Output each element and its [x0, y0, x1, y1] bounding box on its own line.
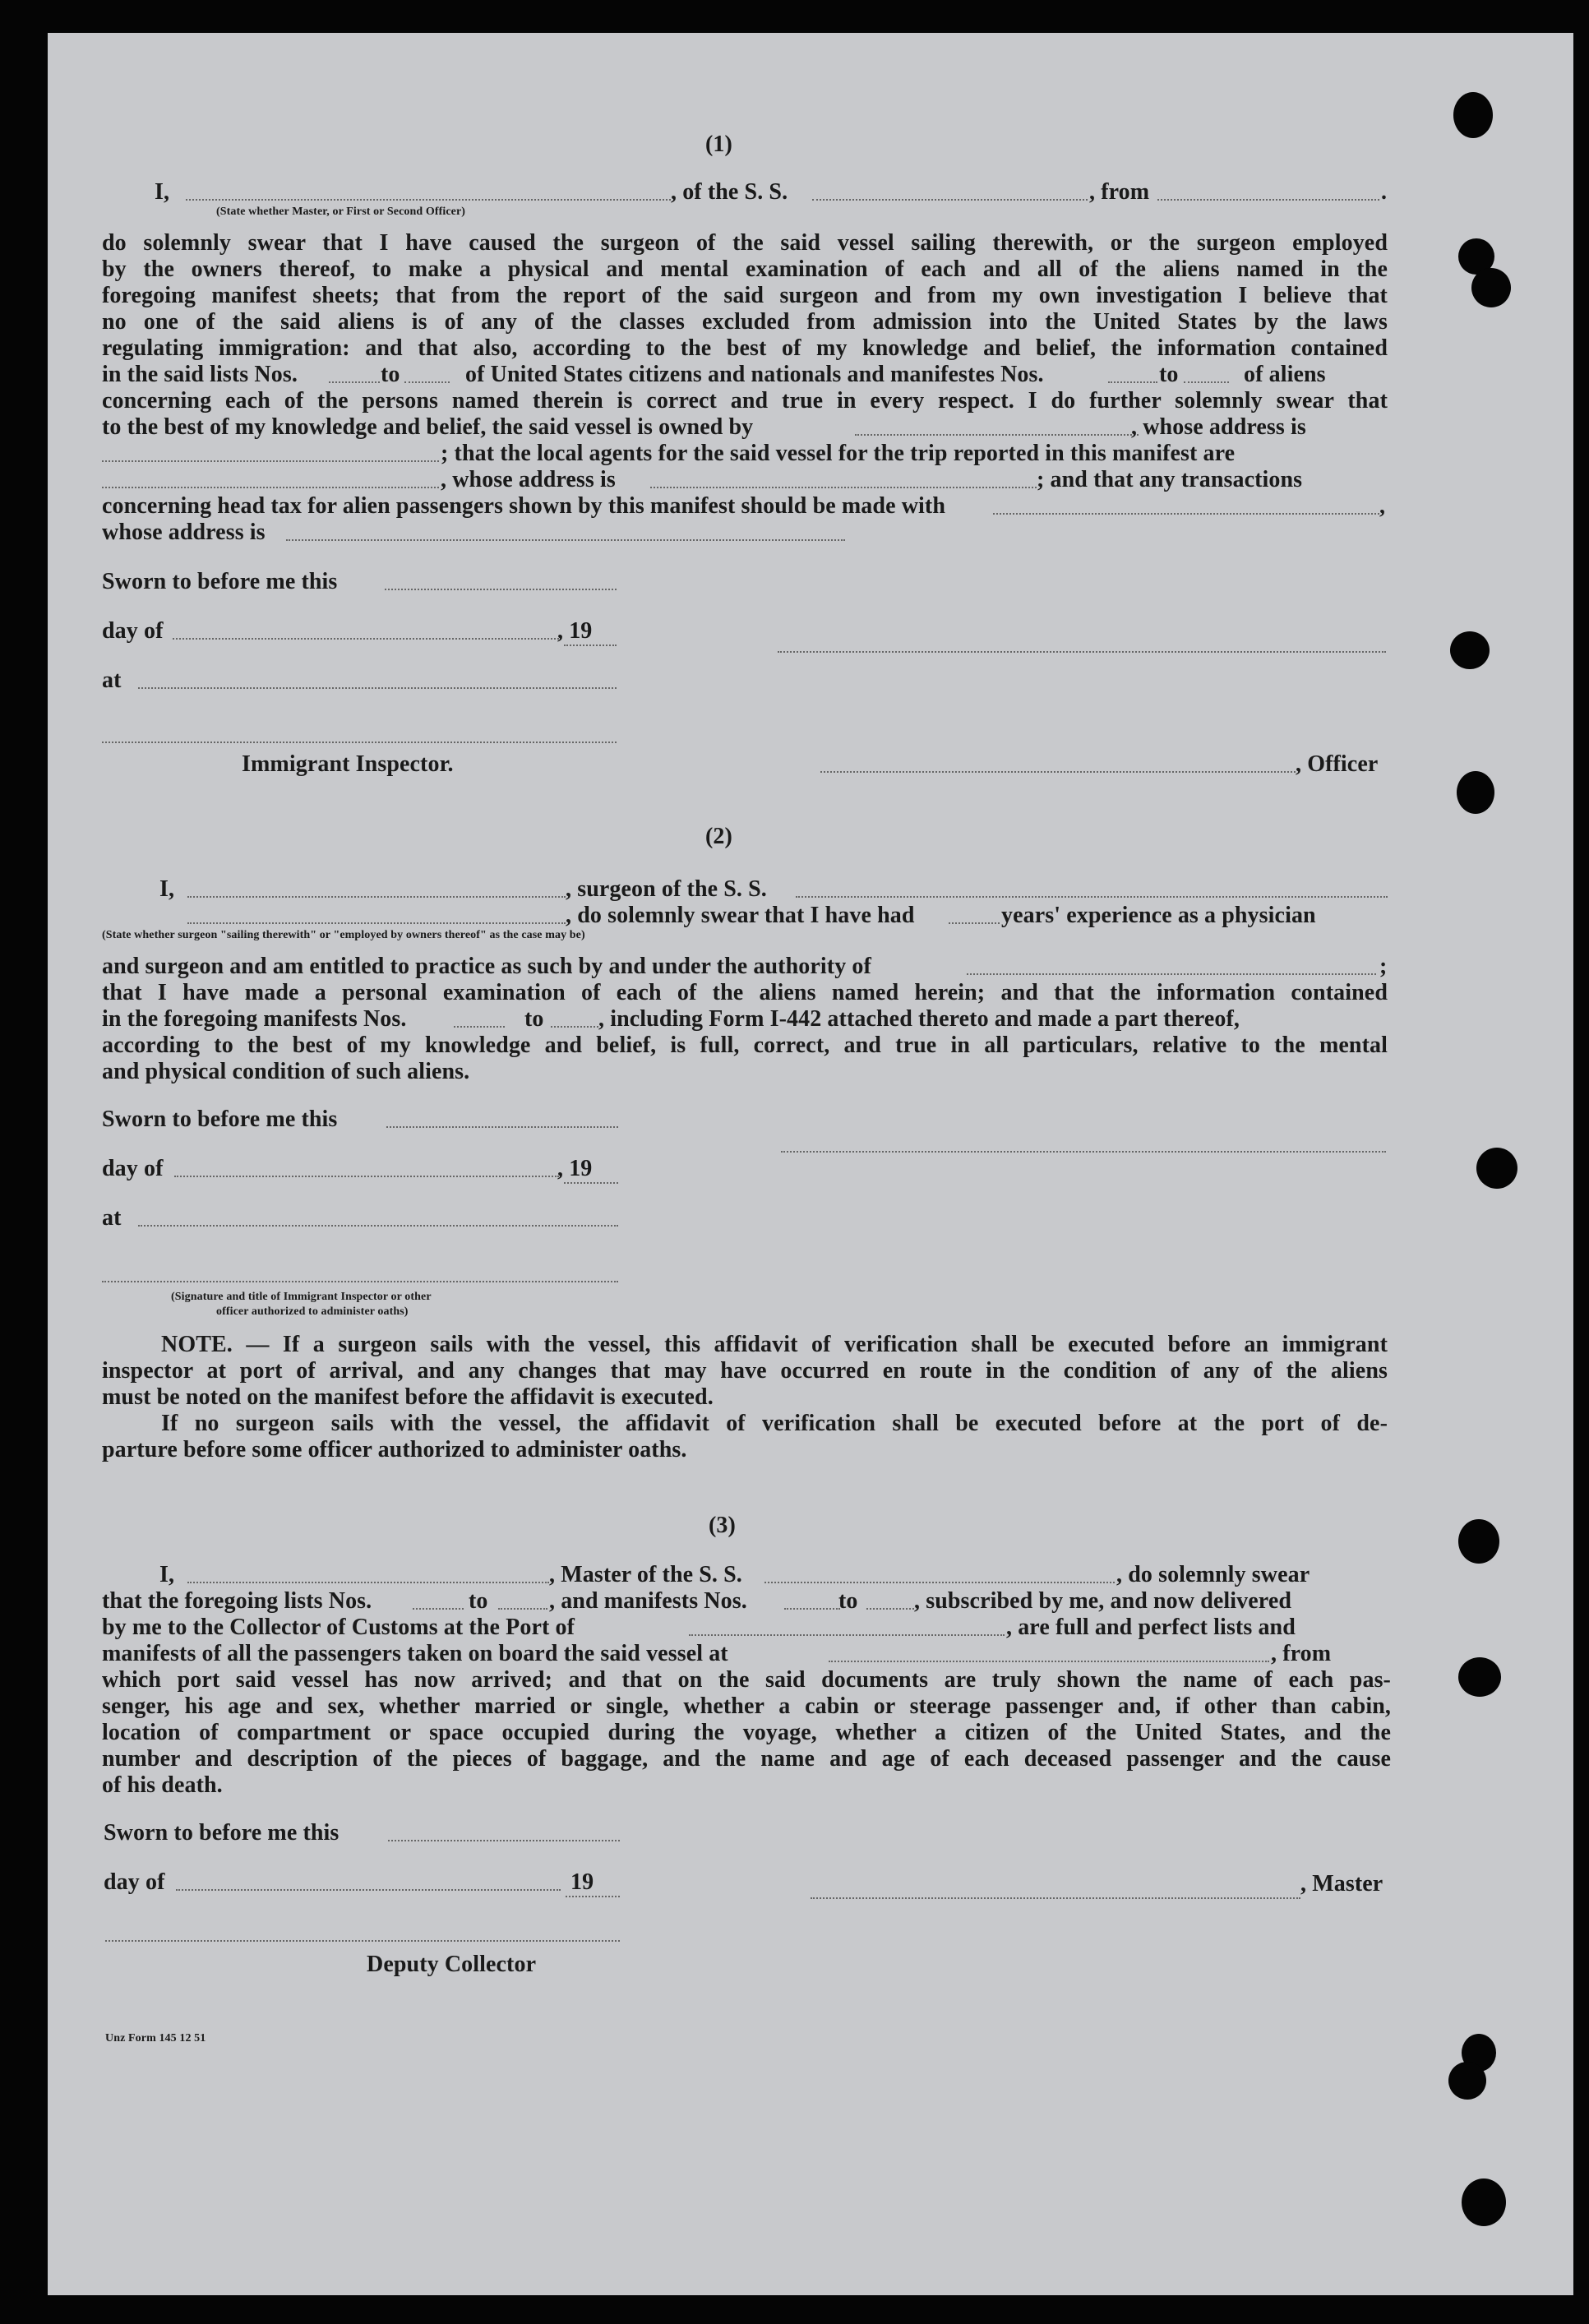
owner-address-field[interactable] — [102, 460, 439, 462]
address-label: , whose address is — [1131, 414, 1306, 440]
master-signature-field[interactable] — [778, 651, 1386, 653]
day-of-label: day of — [102, 618, 164, 644]
punch-hole — [1453, 92, 1493, 138]
authority-label: and surgeon and am entitled to practice as such by and under the authority of — [102, 954, 871, 979]
note-line: must be noted on the manifest before the affidavit is executed. — [102, 1384, 714, 1410]
signature-note: officer authorized to administer oaths) — [216, 1305, 409, 1318]
punch-hole — [1458, 1657, 1501, 1697]
label-i: I, — [155, 179, 170, 205]
paragraph-line: by the owners thereof, to make a physical and mental examination of each and all of the aliens named in the — [102, 256, 1388, 282]
note-line: parture before some officer authorized to administer oaths. — [102, 1437, 687, 1462]
section-1-paragraph — [102, 230, 1388, 362]
note-line: If no surgeon sails with the vessel, the affidavit of verification shall be executed before at the port of de- — [161, 1411, 1388, 1436]
surgeon-name-field[interactable] — [187, 896, 566, 898]
transactions-label: ; and that any transactions — [1037, 467, 1303, 492]
paragraph-line: according to the best of my knowledge and belief, is full, correct, and true in all particulars, relative to the mental — [102, 1033, 1388, 1058]
swear-label: , do solemnly swear — [1116, 1562, 1310, 1587]
manifests-from-field[interactable] — [784, 1608, 840, 1610]
paragraph-line: location of compartment or space occupied during the voyage, whether a citizen of the United States, and the — [102, 1720, 1391, 1745]
sworn-label: Sworn to before me this — [104, 1820, 340, 1846]
section-2-number: (2) — [705, 824, 732, 849]
note-line: NOTE. — If a surgeon sails with the vessel, this affidavit of verification shall be executed before an immigrant — [161, 1332, 1388, 1357]
boarding-port-field[interactable] — [829, 1661, 1269, 1662]
agents-address-field[interactable] — [650, 487, 1037, 488]
master-label: , Master — [1300, 1871, 1383, 1897]
signature-note: (Signature and title of Immigrant Inspector or other — [171, 1291, 432, 1303]
to-label: to — [469, 1588, 488, 1614]
administering-officer-field[interactable] — [102, 1281, 618, 1282]
owned-by-label: to the best of my knowledge and belief, the said vessel is owned by — [102, 414, 754, 440]
master-name-field[interactable] — [187, 1582, 549, 1583]
perfect-lists-label: , are full and perfect lists and — [1006, 1615, 1296, 1640]
from-port-field[interactable] — [1157, 199, 1379, 201]
label-i: I, — [159, 1562, 175, 1587]
to-label: to — [381, 362, 400, 387]
lists-nos-from-field[interactable] — [329, 381, 380, 383]
paragraph-line: foregoing manifest sheets; that from the report of the said surgeon and from my own investigation I believe that — [102, 283, 1388, 308]
year-field[interactable] — [564, 645, 617, 646]
surgeon-note: (State whether surgeon "sailing therewith" or "employed by owners thereof" as the case may be) — [102, 929, 585, 941]
sworn-label: Sworn to before me this — [102, 1107, 338, 1132]
whose-address-label: whose address is — [102, 520, 266, 545]
agents-address-label: , whose address is — [441, 467, 616, 492]
comma: , — [1379, 493, 1386, 519]
section-3-number: (3) — [709, 1513, 736, 1538]
paragraph-line: which port said vessel has now arrived; and that on the said documents are truly shown the name of each pas- — [102, 1667, 1391, 1693]
punch-hole — [1471, 268, 1511, 307]
form-page — [48, 33, 1573, 2295]
label-i: I, — [159, 876, 175, 902]
label-from: , from — [1089, 179, 1150, 205]
punch-hole — [1450, 631, 1490, 669]
year-prefix: , 19 — [557, 618, 593, 644]
head-tax-address-field[interactable] — [286, 539, 845, 541]
surgeon-signature-field[interactable] — [781, 1151, 1386, 1153]
surgeon-type-field[interactable] — [187, 922, 566, 924]
lists-to-field[interactable] — [498, 1608, 547, 1610]
officer-signature-field[interactable] — [820, 771, 1296, 773]
punch-hole — [1462, 2178, 1506, 2226]
paragraph-line: concerning each of the persons named therein is correct and true in every respect. I do further solemnly swear that — [102, 388, 1388, 414]
surgeon-manifests-to-field[interactable] — [551, 1026, 598, 1028]
paragraph-line: regulating immigration: and that also, according to the best of my knowledge and belief, the information contained — [102, 335, 1388, 361]
punch-hole — [1476, 1148, 1517, 1189]
paragraph-line: of his death. — [102, 1772, 223, 1798]
inspector-signature-field[interactable] — [102, 742, 617, 743]
at-place-field[interactable] — [138, 1225, 618, 1227]
surgeon-of-label: , surgeon of the S. S. — [566, 876, 767, 902]
label-of-ss: , of the S. S. — [671, 179, 788, 205]
collector-label: by me to the Collector of Customs at the Port of — [102, 1615, 575, 1640]
sworn-day-field[interactable] — [388, 1840, 620, 1841]
local-agents-label: ; that the local agents for the said vessel for the trip reported in this manifest are — [441, 441, 1236, 466]
deputy-collector-label: Deputy Collector — [367, 1952, 537, 1977]
manifests-to-field[interactable] — [866, 1608, 914, 1610]
punch-hole — [1457, 771, 1494, 814]
officer-note: (State whether Master, or First or Second Officer) — [216, 206, 466, 218]
paragraph-line: number and description of the pieces of baggage, and the name and age of each deceased passenger and the cause — [102, 1746, 1391, 1772]
master-vessel-field[interactable] — [764, 1582, 1115, 1583]
deputy-signature-field[interactable] — [105, 1940, 620, 1942]
sworn-label: Sworn to before me this — [102, 569, 338, 594]
master-signature-field[interactable] — [811, 1897, 1300, 1899]
section-1-number: (1) — [705, 132, 732, 157]
taken-on-board-label: manifests of all the passengers taken on board the said vessel at — [102, 1641, 728, 1666]
to-label-2: to — [838, 1588, 858, 1614]
month-field[interactable] — [174, 1176, 559, 1177]
master-of-label: , Master of the S. S. — [549, 1562, 742, 1587]
of-aliens-label: of aliens — [1244, 362, 1326, 387]
subscribed-label: , subscribed by me, and now delivered — [914, 1588, 1292, 1614]
punch-hole — [1458, 1519, 1499, 1564]
surgeon-manifests-from-field[interactable] — [454, 1026, 505, 1028]
day-of-label: day of — [104, 1869, 165, 1895]
year-prefix: 19 — [570, 1869, 594, 1895]
year-field[interactable] — [564, 1182, 618, 1184]
years-experience-field[interactable] — [949, 922, 1000, 924]
head-tax-label: concerning head tax for alien passengers shown by this manifest should be made with — [102, 493, 945, 519]
at-label: at — [102, 668, 122, 693]
day-of-label: day of — [102, 1156, 164, 1181]
inspector-label: Immigrant Inspector. — [242, 751, 454, 777]
manifests-nos-to-field[interactable] — [1184, 381, 1229, 383]
label-period: . — [1381, 179, 1388, 205]
at-place-field[interactable] — [138, 687, 617, 689]
form-i442-label: , including Form I-442 attached thereto and made a part thereof, — [598, 1006, 1240, 1032]
manifests-nos-label: in the foregoing manifests Nos. — [102, 1006, 407, 1032]
officer-name-field[interactable] — [186, 199, 671, 201]
paragraph-line: do solemnly swear that I have caused the surgeon of the said vessel sailing therewith, or the surgeon employed — [102, 230, 1388, 256]
sworn-day-field[interactable] — [386, 1126, 618, 1128]
to-label: to — [524, 1006, 544, 1032]
experience-label: years' experience as a physician — [1001, 903, 1316, 928]
at-label: at — [102, 1205, 122, 1231]
form-number: Unz Form 145 12 51 — [105, 2032, 206, 2044]
paragraph-line: that I have made a personal examination of each of the aliens named herein; and that the information contained — [102, 980, 1388, 1005]
port-field[interactable] — [689, 1634, 1005, 1636]
sworn-day-field[interactable] — [385, 589, 617, 590]
semicolon: ; — [1379, 954, 1388, 979]
section-3-paragraph — [102, 1667, 1391, 1772]
month-field[interactable] — [176, 1889, 561, 1891]
manifests-nos-from-field[interactable] — [1108, 381, 1157, 383]
year-prefix: , 19 — [557, 1156, 593, 1181]
officer-label: , Officer — [1296, 751, 1379, 777]
paragraph-line: senger, his age and sex, whether married or single, whether a cabin or steerage passenger and, if other than cabin, — [102, 1693, 1391, 1719]
authority-field[interactable] — [967, 973, 1376, 975]
lists-nos-label: in the said lists Nos. — [102, 362, 298, 387]
swear-label: , do solemnly swear that I have had — [566, 903, 915, 928]
manifests-nos-label: of United States citizens and nationals and manifestes Nos. — [465, 362, 1044, 387]
lists-nos-label: that the foregoing lists Nos. — [102, 1588, 372, 1614]
owner-field[interactable] — [855, 434, 1139, 436]
month-field[interactable] — [173, 638, 559, 640]
to-label-2: to — [1159, 362, 1179, 387]
from-label: , from — [1271, 1641, 1332, 1666]
paragraph-line: no one of the said aliens is of any of the classes excluded from admission into the United States by the laws — [102, 309, 1388, 335]
lists-nos-to-field[interactable] — [404, 381, 450, 383]
head-tax-field[interactable] — [993, 513, 1379, 515]
punch-hole — [1448, 2062, 1486, 2100]
local-agents-field[interactable] — [102, 487, 439, 488]
note-line: inspector at port of arrival, and any changes that may have occurred en route in the condition of any of the aliens — [102, 1358, 1388, 1384]
surgeon-vessel-field[interactable] — [796, 896, 1388, 898]
vessel-name-field[interactable] — [812, 199, 1088, 201]
lists-from-field[interactable] — [413, 1608, 464, 1610]
year-field[interactable] — [566, 1896, 620, 1897]
paragraph-line: and physical condition of such aliens. — [102, 1059, 470, 1084]
manifests-nos-label: , and manifests Nos. — [549, 1588, 747, 1614]
